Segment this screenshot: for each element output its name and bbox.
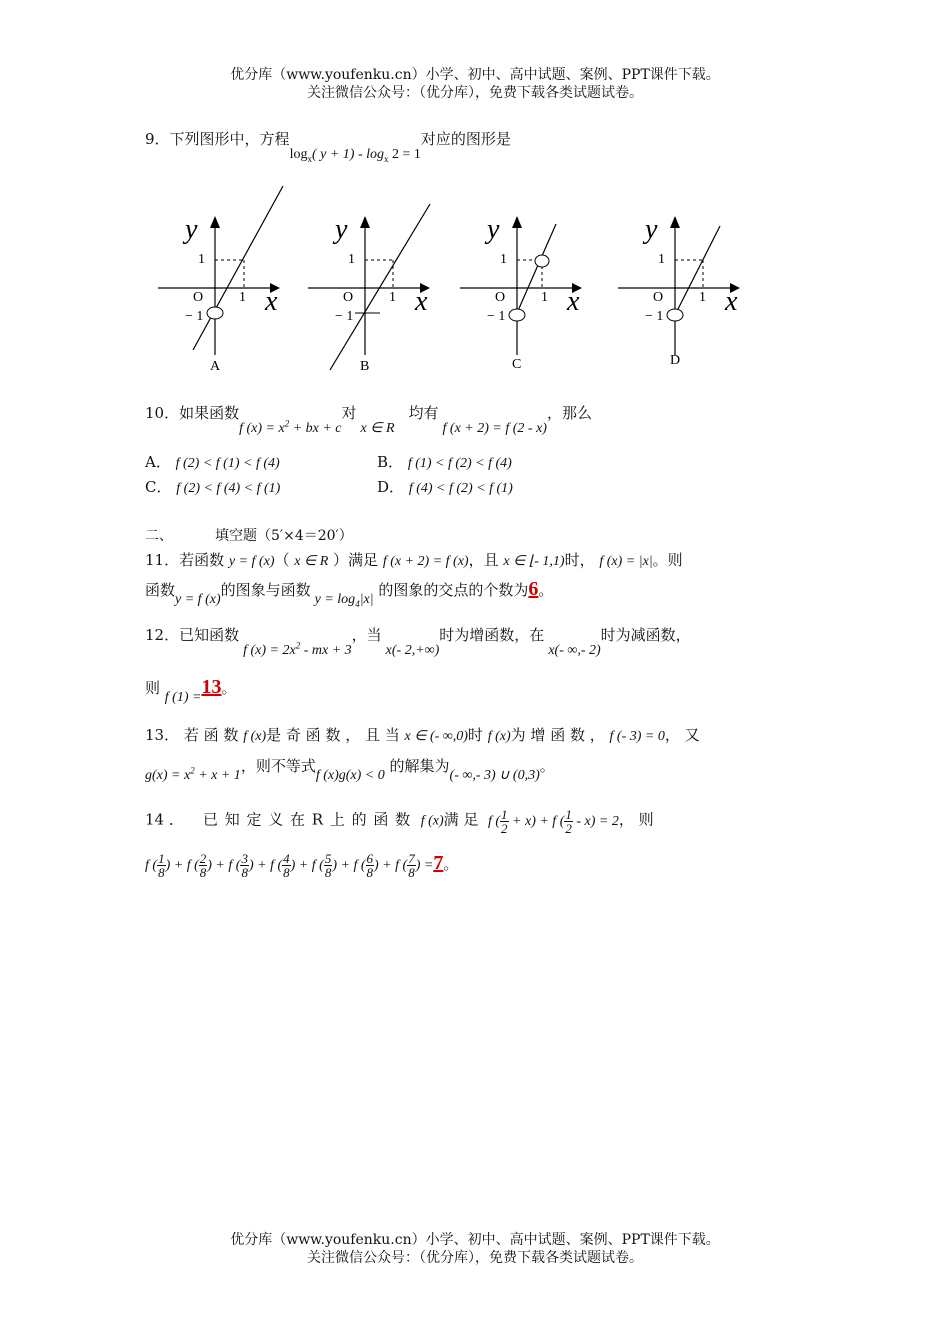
q10-junyou: 均有 (408, 404, 439, 422)
section-2-title: 二、 填空题（5′×4＝20′） (145, 528, 353, 544)
one-x-label: 1 (699, 290, 706, 305)
open-point (207, 307, 223, 319)
q14-answer: 7 (433, 852, 444, 874)
one-x-label: 1 (389, 290, 396, 305)
one-y-label: 1 (500, 252, 507, 267)
header-line-2: 关注微信公众号：（优分库），免费下载各类试题试卷。 (307, 85, 643, 101)
question-14-line-2: f ( $\frac{1}{8}$ ) + f ( $\frac{2}{8}$ ) + f ( $\frac{3}{8}$ ) + f ( $\frac{4}{8}$ ) + f ( $\frac{5}{8}$ ) + f ( $\frac{6}{8}$ ) + f ( $\frac{7}{8}$ ) =7。 (145, 851, 459, 881)
q9-equation: $\log_x$( $y + 1) - \log_x 2 = 1$ (289, 147, 421, 164)
neg-one-label: − 1 (645, 309, 664, 324)
y-arrow-icon (360, 216, 370, 228)
q9-prefix: 下列图形中，方程 (169, 130, 290, 148)
open-point (535, 255, 549, 267)
graph-d (618, 214, 740, 368)
q9-suffix: 对应的图形是 (420, 130, 511, 148)
question-10 (145, 402, 592, 436)
graph-label: D (670, 353, 681, 368)
graph-line (675, 226, 720, 315)
y-label: y (487, 214, 500, 245)
q10-suffix: ，那么 (546, 404, 592, 422)
graph-line (193, 186, 283, 350)
x-label: x (415, 286, 428, 317)
q10-option-a: A． f (2) < f (1) < f (4) (145, 453, 280, 471)
x-label: x (265, 286, 278, 317)
header-line-1: 优分库（www.youfenku.cn）小学、初中、高中试题、案例、PPT课件下载。 (230, 67, 720, 83)
graph-label: C (512, 357, 522, 372)
question-13-line-1: 13． 若 函 数 f (x)是 奇 函 数 ， 且 当 x ∈ (- ∞,0)时 f (x)为 增 函 数 ， f (- 3) = 0， 又 (145, 726, 700, 744)
question-9 (145, 128, 511, 164)
one-y-label: 1 (198, 252, 205, 267)
one-x-label: 1 (239, 290, 246, 305)
graph-b (308, 204, 430, 374)
one-y-label: 1 (658, 252, 665, 267)
q9-number: 9． (145, 130, 170, 148)
q14-sum: f ( $\frac{1}{8}$ ) + f ( $\frac{2}{8}$ ) + f ( $\frac{3}{8}$ ) + f ( $\frac{4}{8}$ ) + f ( $\frac{5}{8}$ ) + f ( $\frac{6}{8}$ ) + f ( $\frac{7}{8}$ ) = (145, 851, 434, 881)
question-12-line-1: 12．已知函数f $(x) = 2x^2$ - mx + 3，当x(- 2,+∞)时为增函数，在x(- ∞,- 2)时为减函数， (145, 626, 691, 658)
neg-one-label: − 1 (487, 309, 506, 324)
q9-graphs (150, 180, 770, 380)
graph-c (460, 214, 582, 372)
q13-answer: (- ∞,- 3) ∪ (0,3) (449, 768, 540, 783)
origin-label: O (343, 290, 354, 305)
question-13-line-2: $g(x) = x^2 + x + 1$，则不等式f (x)g(x) < 0 的解集为(- ∞,- 3) ∪ (0,3)。 (145, 757, 555, 783)
q10-function: f $(x) = x^2$ + bx + c (239, 418, 342, 436)
one-x-label: 1 (541, 290, 548, 305)
graph-label: A (210, 359, 221, 374)
graph-label: B (360, 359, 370, 374)
graph-a (158, 186, 283, 374)
y-arrow-icon (512, 216, 522, 228)
x-label: x (725, 286, 738, 317)
q10-prefix: 如果函数 (179, 404, 240, 422)
y-arrow-icon (210, 216, 220, 228)
q12-answer: 13 (201, 676, 222, 698)
q10-option-b: B． f (1) < f (2) < f (4) (377, 453, 512, 471)
open-point (667, 309, 683, 321)
q10-dui: 对 (341, 404, 357, 422)
origin-label: O (193, 290, 204, 305)
question-14-line-1: 14 ． 已 知 定 义 在 R 上 的 函 数 f (x)满 足 f ( $\frac{1}{2}$ + x) + f ( $\frac{1}{2}$ - x) = 2， 则 (145, 807, 654, 836)
question-12-line-2: 则 f (1) =13。 (145, 676, 237, 705)
footer-line-2: 关注微信公众号：（优分库），免费下载各类试题试卷。 (307, 1250, 643, 1266)
origin-label: O (495, 290, 506, 305)
neg-one-label: − 1 (335, 309, 354, 324)
neg-one-label: − 1 (185, 309, 204, 324)
q10-condition: x ∈ R (360, 421, 395, 436)
q10-option-d: D． f (4) < f (2) < f (1) (377, 478, 513, 496)
y-label: y (335, 214, 348, 245)
y-label: y (185, 214, 198, 245)
y-label: y (645, 214, 658, 245)
q10-option-c: C． f (2) < f (4) < f (1) (145, 478, 281, 496)
question-11-line-2: 函数y = f (x)的图象与函数$y = \log_4|x|$ 的图象的交点的个数为6。 (145, 578, 554, 609)
origin-label: O (653, 290, 664, 305)
open-point (509, 309, 525, 321)
footer-line-1: 优分库（www.youfenku.cn）小学、初中、高中试题、案例、PPT课件下载。 (230, 1232, 720, 1248)
q10-equation: f (x + 2) = f (2 - x) (442, 421, 547, 436)
q10-number: 10． (145, 404, 180, 422)
one-y-label: 1 (348, 252, 355, 267)
graph-line (517, 224, 556, 313)
x-label: x (567, 286, 580, 317)
q11-answer: 6 (528, 578, 539, 600)
y-arrow-icon (670, 216, 680, 228)
question-11-line-1: 11．若函数 y = f (x)（ x ∈ R ）满足 f (x + 2) = f (x)，且 x ∈ ⌊- 1,1)时， f (x) = |x|。则 (145, 551, 683, 569)
